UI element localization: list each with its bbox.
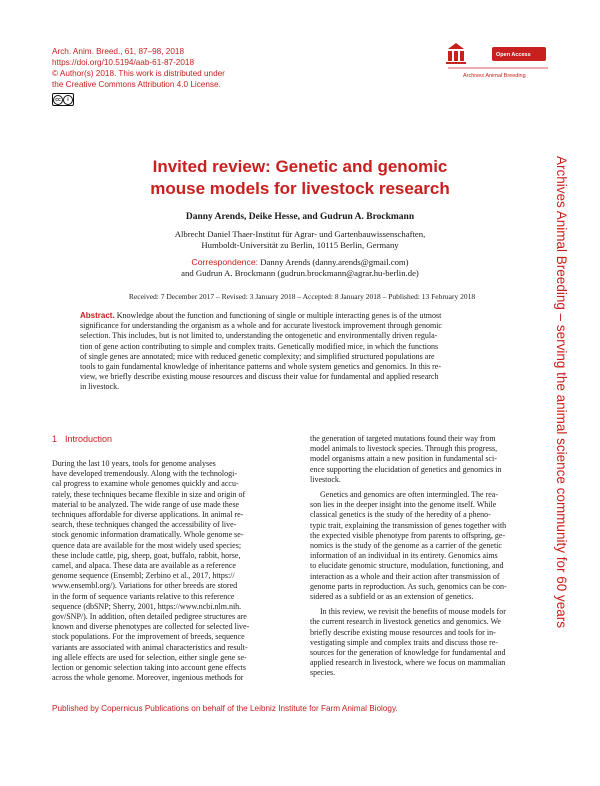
section-number: 1 [52,434,58,444]
license-link[interactable]: the Creative Commons Attribution 4.0 License. [52,80,221,89]
correspondence [80,257,520,279]
body-line: information of an individual in its entirety. Genomics aims [310,551,498,561]
body-line: sources for the generation of knowledge for fundamental and [310,648,506,658]
body-line: variants are associated with animal characteristics and result- [52,642,248,652]
body-line: camel, and alpaca. These data are available as a reference [52,561,236,571]
body-line: the expected visible phenotype from parents to offspring, ge- [310,530,506,540]
body-line: stock populations. For the improvement of breeds, sequence [52,632,245,642]
affiliation [80,229,520,251]
abstract-line: significance for understanding the organism as a whole and for accurate livestock improvement through genomic [80,321,442,331]
affiliation-line: Albrecht Daniel Thaer-Institut für Agrar- und Gartenbauwissenschaften, [174,229,426,239]
section-heading [52,434,120,444]
body-line: quence data are available for the most widely used species; [52,540,242,550]
cc-license-icon[interactable] [52,93,74,106]
body-line: genome parts in reproduction. As such, genomics can be con- [310,581,507,591]
abstract-label: Abstract. [80,311,115,320]
body-line: typic trait, explaining the transmission of genes together with [310,520,507,530]
cc-badge-text: cc [53,95,63,105]
body-line: known and diverse phenotypes are collected for selected live- [52,622,250,632]
abstract-line: in livestock. [80,382,120,392]
title-line: Invited review: Genetic and genomic [152,157,448,176]
body-line: interaction as a whole and their action after transmission of [310,571,500,581]
body-line: the generation of targeted mutations found their way from [310,434,496,443]
body-line: sidered as a subfield or as an extension of genetics. [310,592,474,602]
citation: Arch. Anim. Breed., 61, 87–98, 2018 [52,47,184,56]
body-line: vestigating simple and complex traits and discuss those re- [310,637,498,647]
doi-link[interactable]: https://doi.org/10.5194/aab-61-87-2018 [52,58,195,67]
body-line: to elucidate genomic structure, modulation, functioning, and [310,561,504,571]
section-title: Introduction [65,434,113,444]
body-line: son lies in the deeper insight into the genome itself. While [310,500,497,510]
body-line: model organisms attain a new position in fundamental sci- [310,454,497,464]
journal-side-banner: Archives Animal Breeding – serving the animal science community for 60 years [554,156,569,628]
abstract-line: tools to gain fundamental knowledge of inheritance patterns and whole system genetics and genomics. In this re- [80,362,442,372]
header-block [52,46,352,90]
abstract-line: Knowledge about the function and functioning of single or multiple interacting genes is of the utmost [116,311,442,320]
body-line: briefly describe existing mouse resources and tools for in- [310,627,496,637]
body-line: applied research in livestock, where we focus on mammalian [310,658,506,668]
body-line: livestock. [310,474,341,484]
body-line: cal progress to examine whole genomes quickly and accu- [52,479,239,489]
correspondence-email-2[interactable]: and Gudrun A. Brockmann (gudrun.brockmann@agrar.hu-berlin.de) [181,268,419,278]
open-access-label: Open Access [496,52,531,58]
journal-name-label: Archives Animal Breeding [463,73,526,79]
left-column [52,459,294,683]
body-line: model animals to livestock species. Through this progress, [310,444,498,454]
journal-logo-icon [442,37,552,87]
body-line: species. [310,668,336,678]
correspondence-label: Correspondence: [191,257,259,267]
body-line: ence supporting the elucidation of genetics and genomics in [310,464,502,474]
abstract-line: selection. This includes, but is not limited to, understanding the ontogenetic and environmentally driven regula- [80,331,438,341]
body-line: genome sequence (Ensembl; Zerbino et al., 2017, https:// [52,571,235,581]
body-line: the current research in livestock genetics and genomics. We [310,617,501,627]
right-column [310,434,552,679]
abstract-line: view, we briefly describe existing mouse resources and discuss their value for fundamental and applied research [80,372,439,382]
author-list: Danny Arends, Deike Hesse, and Gudrun A. Brockmann [185,212,415,222]
body-line: stock genomic information dramatically. Whole genome se- [52,530,244,540]
body-line: Genetics and genomics are often intermingled. The rea- [320,490,499,500]
title-line: mouse models for livestock research [150,179,450,198]
body-line: During the last 10 years, tools for genome analyses [52,459,216,468]
body-line: material to be analyzed. The wide range of use made these [52,499,240,509]
body-line: techniques affordable for diverse applications. In animal re- [52,510,244,520]
affiliation-line: Humboldt-Universität zu Berlin, 10115 Berlin, Germany [201,240,399,250]
copyright-notice: © Author(s) 2018. This work is distributed under [52,69,225,78]
abstract-line: tion of gene action contributing to simple and complex traits. Genetically modified mice, in which the functions [80,341,439,351]
body-line: rately, these techniques became flexible in size and origin of [52,489,246,499]
body-line: search, these techniques changed the accessibility of live- [52,520,237,530]
body-line: nomics is the study of the genome as a carrier of the genetic [310,541,502,551]
publication-dates: Received: 7 December 2017 – Revised: 3 January 2018 – Accepted: 8 January 2018 – Published: 13 February 2018 [128,292,476,301]
body-line: www.ensembl.org/). Variations for other breeds are stored [52,581,238,591]
body-line: ing allele effects are used for selection, either single gene se- [52,652,247,662]
article-title [80,156,520,200]
body-line: classical genetics is the study of the heredity of a pheno- [310,510,491,520]
by-icon: i [63,95,73,105]
abstract-line: of single genes are annotated; mice with reduced genetic complexity; and simplified structured populations are [80,351,435,361]
correspondence-email-1[interactable]: Danny Arends (danny.arends@gmail.com) [260,257,409,267]
body-line: sequence (dbSNP; Sherry, 2001, https://www.ncbi.nlm.nih. [52,601,242,611]
body-line: these include cattle, pig, sheep, goat, buffalo, rabbit, horse, [52,550,241,560]
body-line: In this review, we revisit the benefits of mouse models for [320,607,506,617]
body-line: lection or genomic selection taking into account gene effects [52,663,247,673]
abstract [80,311,520,393]
body-line: have developed tremendously. Along with the technologi- [52,469,237,479]
body-line: in the form of sequence variants relative to this reference [52,591,235,601]
body-line: gov/SNP/). In addition, often detailed pedigree structures are [52,612,247,622]
publisher-footer: Published by Copernicus Publications on behalf of the Leibniz Institute for Farm Animal Biology. [52,704,398,713]
body-line: across the whole genome. Moreover, ingenious methods for [52,673,244,683]
